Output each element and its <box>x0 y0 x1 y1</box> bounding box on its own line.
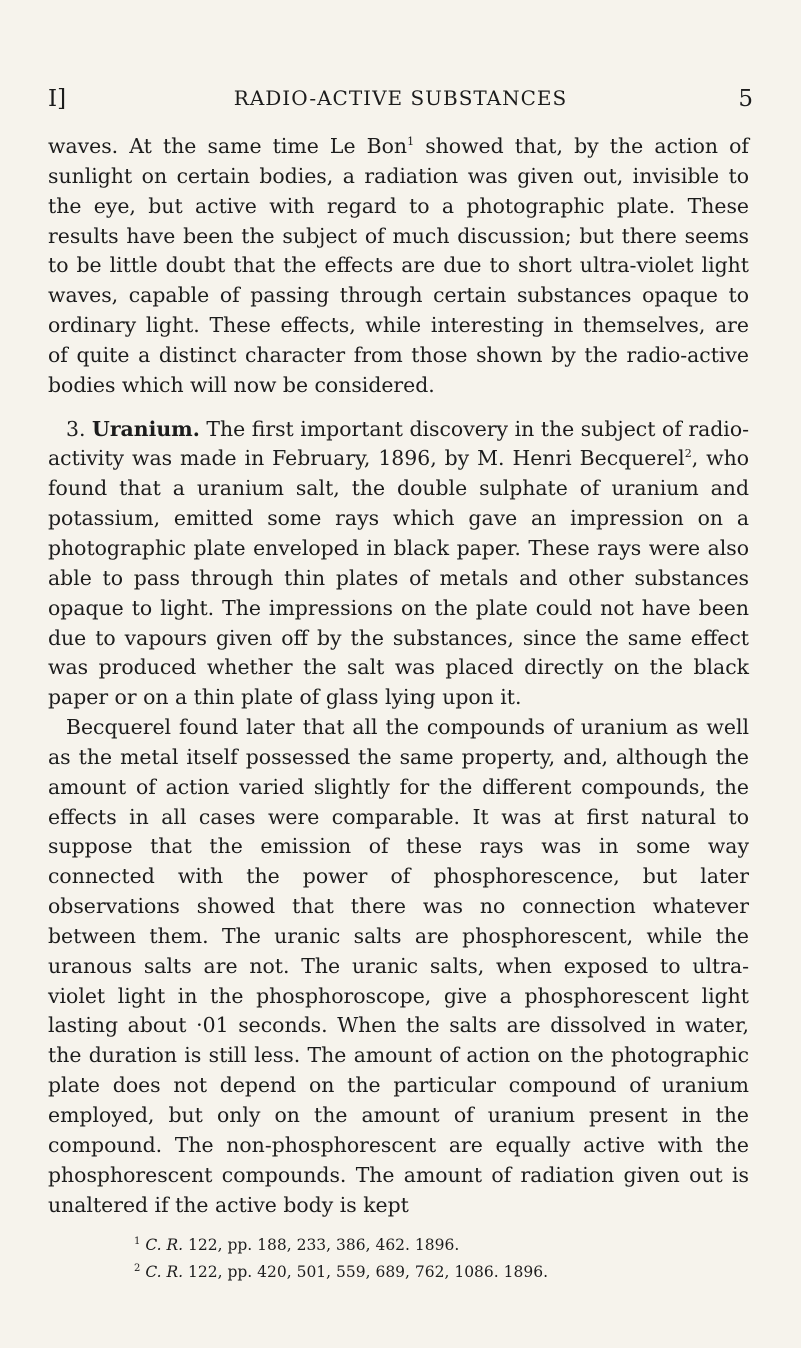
paragraph-2 <box>48 415 749 713</box>
running-title: RADIO-ACTIVE SUBSTANCES <box>233 86 568 110</box>
footnote-mark: 2 <box>134 1262 141 1274</box>
paragraph-3: Becquerel found later that all the compounds of uranium as well as the metal itself possessed the same property, and, although the amount of action varied slightly for the different compounds, the effects in all cases were comparable. It was at first natural to suppose that the emission of these rays was in some way connected with the power of phosphorescence, but later observations showed that there was no connection whatever between them. The uranic salts are phosphorescent, while the uranous salts are not. The uranic salts, when exposed to ultra-violet light in the phosphoroscope, give a phosphorescent light lasting about ·01 seconds. When the salts are dissolved in water, the duration is still less. The amount of action on the photographic plate does not depend on the particular compound of uranium employed, but only on the amount of uranium present in the compound. The non-phosphorescent are equally active with the phosphorescent compounds. The amount of radiation given out is unaltered if the active body is kept <box>48 715 749 1217</box>
paragraph-1-text-b: showed that, by the action of sunlight on certain bodies, a radiation was given out, invisible to the eye, but active with regard to a photographic plate. These results have been the subject of much discussion; but there seems to be little doubt that the effects are due to short ultra-violet light waves, capable of passing through certain substances opaque to ordinary light. These effects, while interesting in themselves, are of quite a distinct character from those shown by the radio-active bodies which will now be considered. <box>48 134 749 397</box>
footnote-journal: C. R. <box>145 1236 184 1254</box>
footnote-1 <box>134 1232 548 1259</box>
section-title: Uranium. <box>92 416 200 441</box>
footnote-text: 122, pp. 420, 501, 559, 689, 762, 1086. 1896. <box>183 1263 549 1281</box>
footnote-journal: C. R. <box>145 1263 184 1281</box>
footnote-mark: 1 <box>134 1235 141 1247</box>
paragraph-1 <box>48 132 749 401</box>
paragraph-2-text-b: , who found that a uranium salt, the double sulphate of uranium and potassium, emitted some rays which gave an impression on a photographic plate enveloped in black paper. These rays were also able to pass through thin plates of metals and other substances opaque to light. The impressions on the plate could not have been due to vapours given off by the substances, since the same effect was produced whether the salt was placed directly on the black paper or on a thin plate of glass lying upon it. <box>48 446 749 710</box>
footnote-ref-2[interactable]: 2 <box>684 447 692 461</box>
paragraph-1-text-a: waves. At the same time Le Bon <box>48 134 408 158</box>
body-text <box>48 132 749 1220</box>
footnote-text: 122, pp. 188, 233, 386, 462. 1896. <box>183 1236 460 1254</box>
page-number: 5 <box>738 86 753 112</box>
footnotes <box>134 1232 548 1286</box>
paragraph-2-text-a: The first important discovery in the subject of radio-activity was made in February, 1896, by M. Henri Becquerel <box>48 416 749 471</box>
section-number: 3. <box>66 416 86 441</box>
page-header <box>48 86 753 120</box>
chapter-marker: I] <box>48 86 67 112</box>
footnote-2 <box>134 1259 548 1286</box>
footnote-ref-1[interactable]: 1 <box>407 135 415 149</box>
